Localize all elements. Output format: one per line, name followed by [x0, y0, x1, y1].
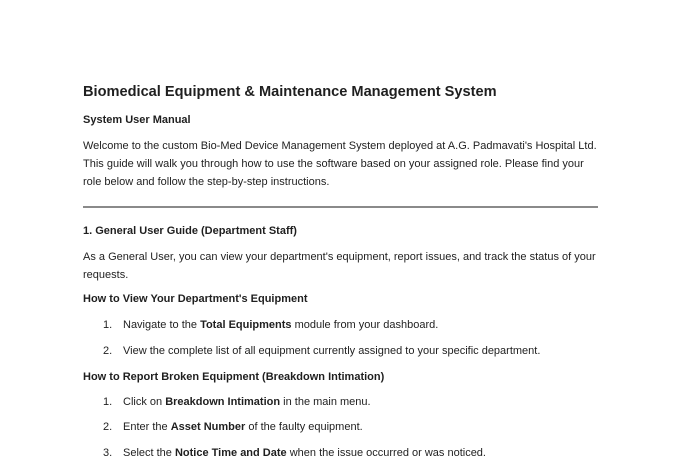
list-item	[103, 317, 438, 333]
list-item-text-post: when the issue occurred or was noticed.	[286, 447, 486, 459]
subheading-report-breakdown: How to Report Broken Equipment (Breakdown Intimation)	[83, 371, 385, 383]
list-item-number: 3.	[103, 447, 113, 459]
section-heading-general-user: 1. General User Guide (Department Staff)	[83, 225, 297, 237]
list-item-number: 2.	[103, 345, 113, 357]
list-item	[103, 343, 540, 359]
list-item-text-pre: Select the	[123, 447, 175, 459]
intro-paragraph: Welcome to the custom Bio-Med Device Management System deployed at A.G. Padmavati's Hospital Ltd. This guide will walk you through how to use the software based on your assigned role. Please find your role below and follow the step-by-step instructions.	[83, 140, 597, 188]
list-item-number: 2.	[103, 421, 113, 433]
list-item-text-bold: Asset Number	[170, 421, 246, 433]
list-item-text-post: module from your dashboard.	[291, 319, 439, 331]
subheading-view-equipment: How to View Your Department's Equipment	[83, 293, 308, 305]
list-item-text-bold: Total Equipments	[200, 319, 292, 331]
list-item-number: 1.	[103, 396, 113, 408]
list-item-text-pre: View the complete list of all equipment currently assigned to your specific department.	[123, 345, 541, 357]
list-item-text-bold: Notice Time and Date	[174, 447, 287, 459]
document-subtitle: System User Manual	[83, 114, 191, 126]
list-item-number: 1.	[103, 319, 113, 331]
list-item-text-pre: Navigate to the	[123, 319, 201, 331]
list-item-text-post: of the faulty equipment.	[245, 421, 363, 433]
list-item-text-bold: Breakdown Intimation	[165, 396, 281, 408]
section-divider	[83, 206, 598, 208]
list-item	[103, 394, 371, 410]
list-item	[103, 419, 363, 435]
section-intro-paragraph: As a General User, you can view your department's equipment, report issues, and track the status of your requests.	[83, 251, 596, 281]
list-item-text-pre: Click on	[123, 396, 166, 408]
list-item-text-post: in the main menu.	[280, 396, 371, 408]
document-title: Biomedical Equipment & Maintenance Management System	[83, 84, 497, 100]
list-item-text-pre: Enter the	[123, 421, 171, 433]
